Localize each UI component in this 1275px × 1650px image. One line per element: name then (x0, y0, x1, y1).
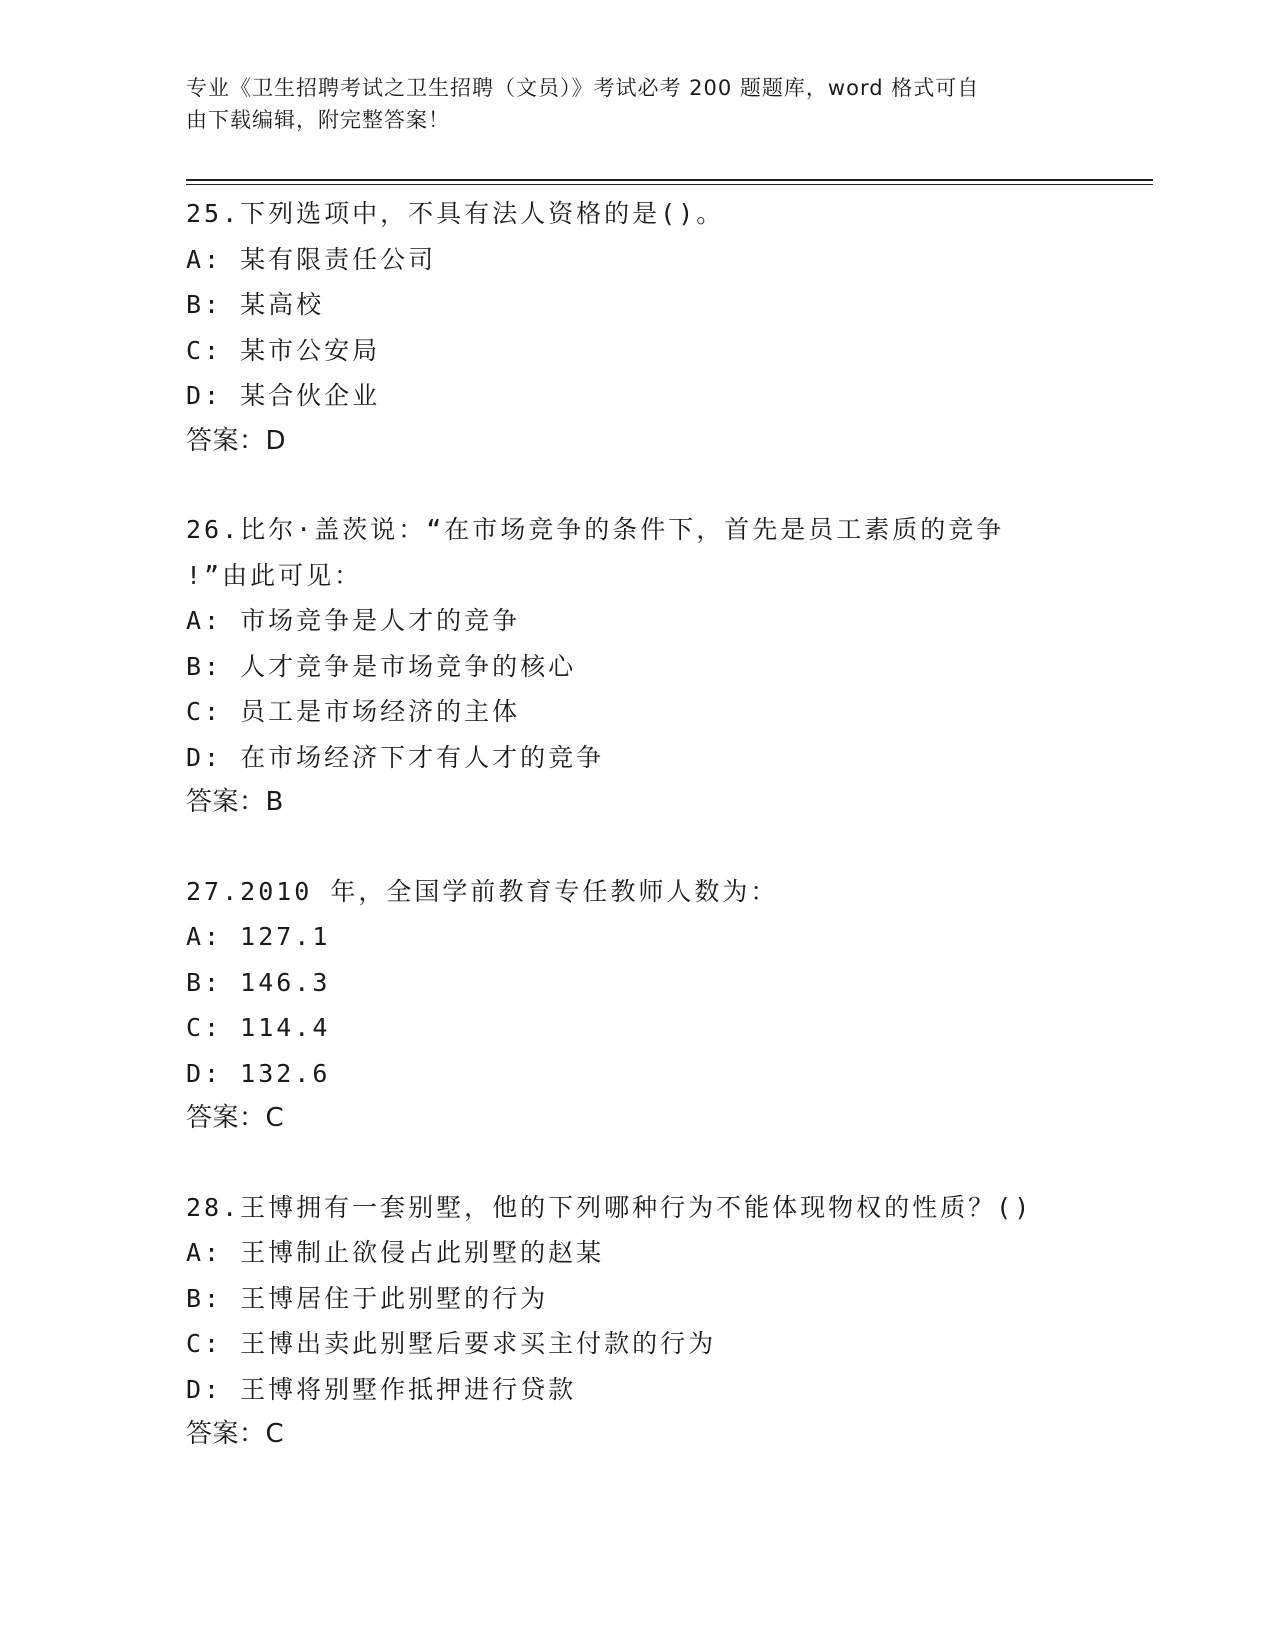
option-b: B: 王博居住于此别墅的行为 (186, 1283, 549, 1313)
option-d: D: 在市场经济下才有人才的竞争 (186, 742, 605, 772)
question-27 (186, 869, 1086, 1142)
answer-line: 答案：C (186, 1103, 285, 1133)
header-line-1: 专业《卫生招聘考试之卫生招聘（文员）》考试必考 200 题题库，word 格式可自 (186, 76, 980, 100)
question-stem: 27.2010 年，全国学前教育专任教师人数为： (186, 876, 779, 906)
question-25 (186, 191, 1086, 464)
option-d: D: 某合伙企业 (186, 381, 381, 410)
option-a: A: 某有限责任公司 (186, 244, 437, 274)
question-28 (186, 1185, 1086, 1458)
option-d: D: 132.6 (186, 1058, 331, 1088)
option-b: B: 人才竞争是市场竞争的核心 (186, 651, 577, 681)
answer-line: 答案：C (186, 1419, 285, 1449)
question-stem: 25.下列选项中，不具有法人资格的是()。 (186, 199, 725, 228)
option-c: C: 员工是市场经济的主体 (186, 697, 521, 726)
question-list (186, 191, 1086, 1501)
question-stem: 28.王博拥有一套别墅，他的下列哪种行为不能体现物权的性质？() (186, 1192, 1033, 1222)
question-26 (186, 507, 1086, 826)
option-a: A: 127.1 (186, 922, 331, 951)
option-c: C: 王博出卖此别墅后要求买主付款的行为 (186, 1329, 717, 1358)
header-divider-thin (186, 184, 1153, 185)
option-c: C: 某市公安局 (186, 335, 381, 365)
document-header (186, 72, 1076, 136)
option-b: B: 146.3 (186, 967, 331, 997)
answer-line: 答案：D (186, 425, 287, 456)
answer-line: 答案：B (186, 787, 284, 817)
question-stem-continued: !”由此可见： (186, 560, 363, 590)
option-d: D: 王博将别墅作抵押进行贷款 (186, 1374, 577, 1404)
option-a: A: 市场竞争是人才的竞争 (186, 606, 521, 635)
header-line-2: 由下载编辑，附完整答案！ (186, 108, 450, 132)
header-divider-thick (186, 179, 1153, 181)
question-stem: 26.比尔·盖茨说：“在市场竞争的条件下，首先是员工素质的竞争 (186, 515, 1005, 544)
option-a: A: 王博制止欲侵占此别墅的赵某 (186, 1238, 605, 1267)
option-b: B: 某高校 (186, 290, 325, 319)
option-c: C: 114.4 (186, 1013, 331, 1042)
